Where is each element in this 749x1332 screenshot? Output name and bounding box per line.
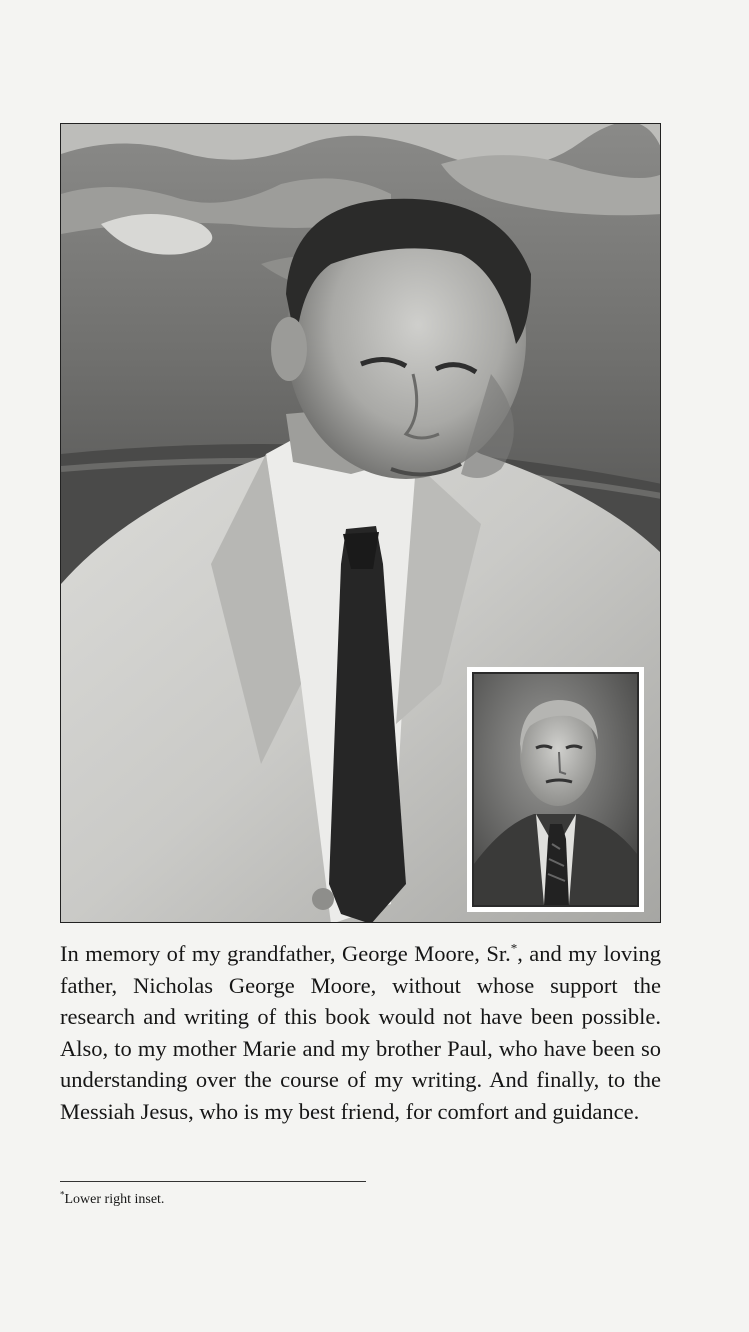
inset-portrait-photo — [467, 667, 644, 912]
footnote-marker: * — [510, 940, 518, 956]
footnote-marker: * — [60, 1189, 65, 1200]
footnote-divider — [60, 1181, 366, 1182]
footnote-text: Lower right inset. — [64, 1192, 165, 1207]
footnote — [60, 1191, 164, 1209]
dedication-text: In memory of my grandfather, George Moore, Sr.*, and my loving father, Nicholas George Moore, without whose support the research and writing of this book would not have been possible. Also, to my mother Marie and my brother Paul, who have been so understanding over the course of my writing. And finally, to the Messiah Jesus, who is my best friend, for comfort and guidance. — [60, 940, 661, 1124]
